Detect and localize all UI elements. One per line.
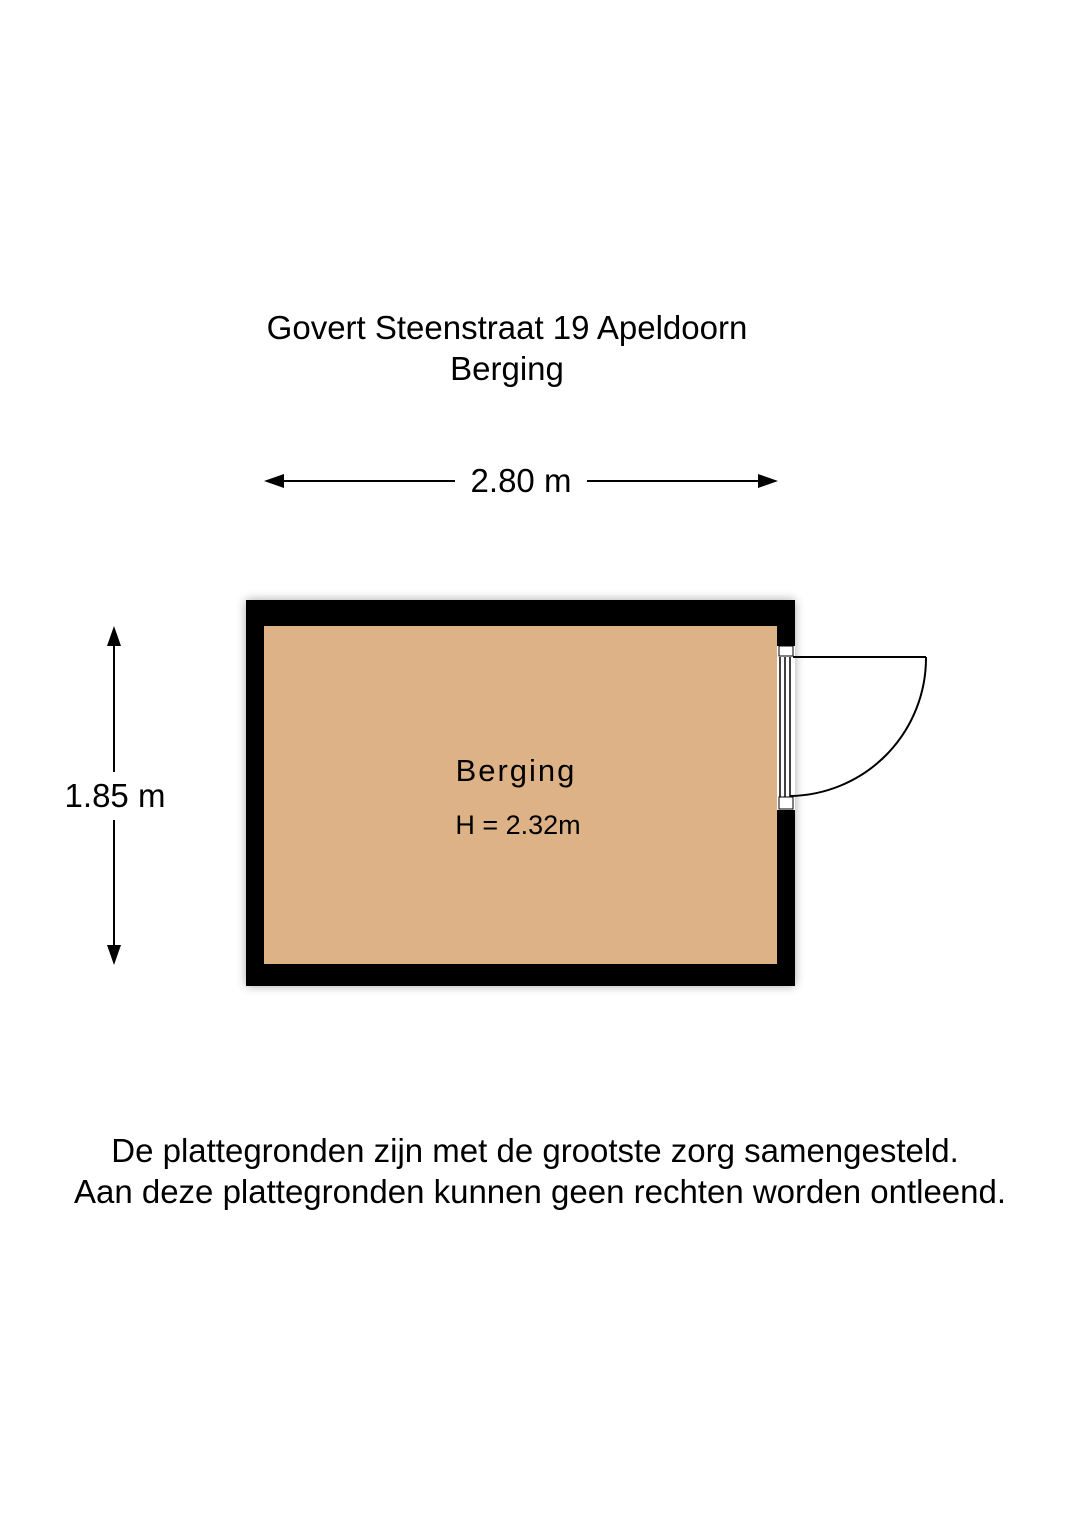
room-name-label: Berging: [455, 753, 577, 788]
depth-dimension-label: 1.85 m: [55, 776, 175, 816]
disclaimer: [0, 1130, 1080, 1212]
disclaimer-line-2: Aan deze plattegronden kunnen geen rechten worden ontleend.: [73, 1173, 1007, 1210]
address-title: Govert Steenstraat 19 Apeldoorn: [266, 309, 748, 346]
floor-name-title: Berging: [450, 350, 564, 387]
disclaimer-line-1: De plattegronden zijn met de grootste zorg samengesteld.: [111, 1132, 959, 1169]
room-floor: [264, 626, 777, 964]
door: [777, 646, 926, 810]
room-height-label: H = 2.32m: [455, 810, 581, 840]
width-dimension-label: 2.80 m: [455, 461, 587, 501]
